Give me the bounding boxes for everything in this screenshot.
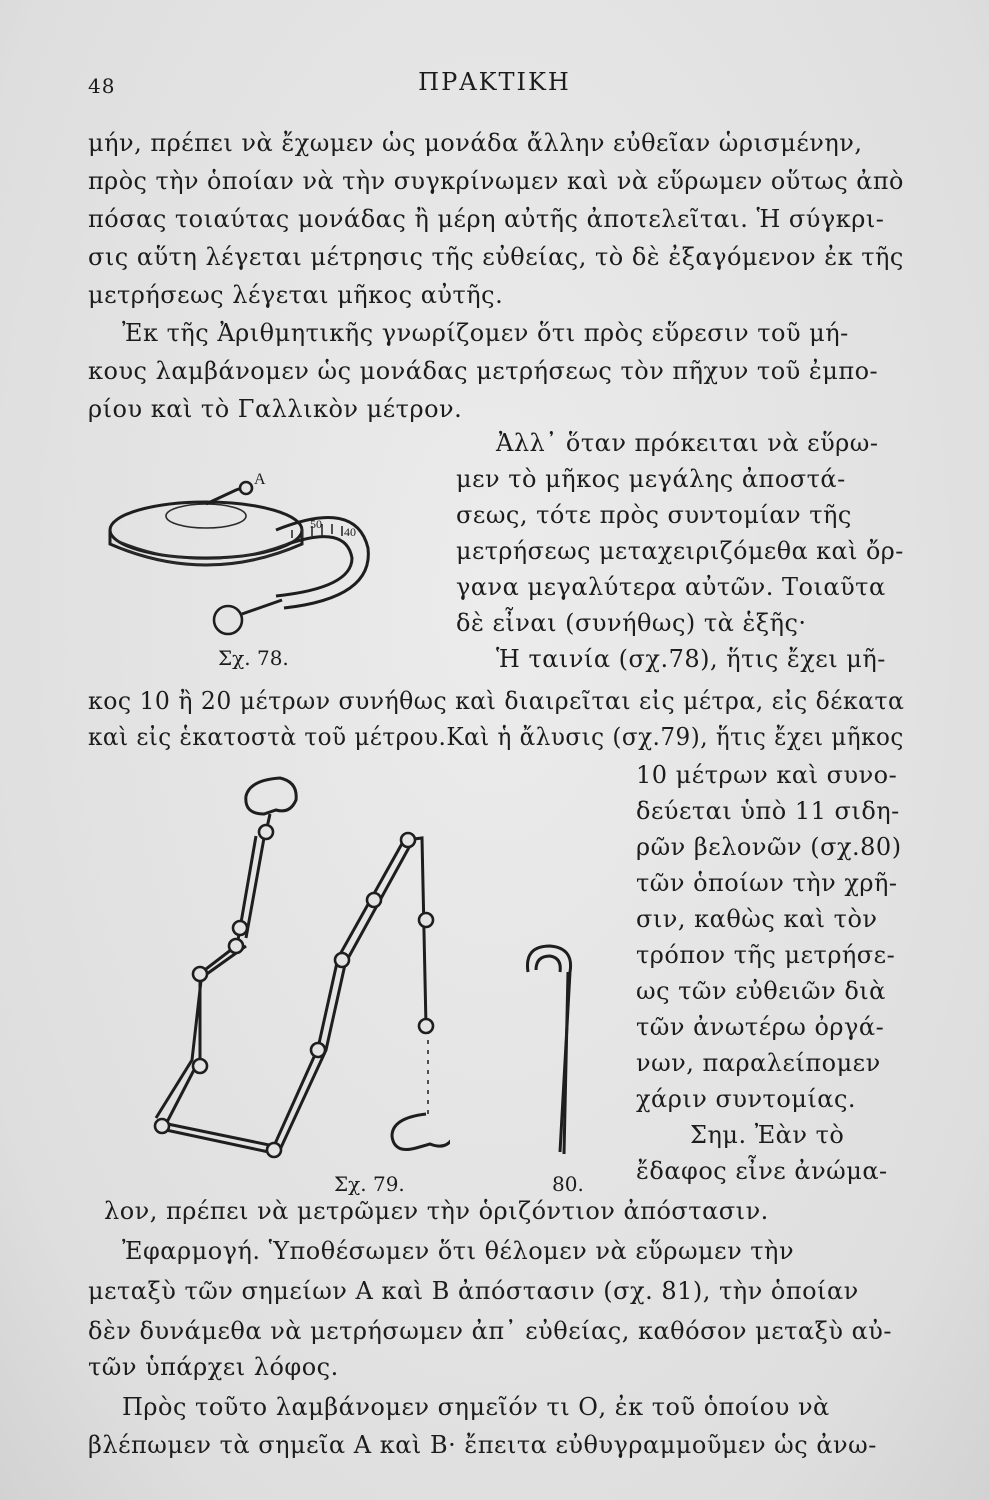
text-line: λον, πρέπει νὰ μετρῶμεν τὴν ὁριζόντιον ἀπόστασιν. (104, 1197, 769, 1225)
figure-79-measuring-chain (130, 770, 450, 1170)
text-line: μεν τὸ μῆκος μεγάλης ἀποστά- (456, 465, 846, 493)
page-number: 48 (88, 74, 116, 98)
text-line: ρίου καὶ τὸ Γαλλικὸν μέτρον. (88, 395, 463, 423)
figure-79-caption: Σχ. 79. (334, 1172, 405, 1196)
measuring-tape-illustration (96, 458, 396, 658)
text-line: τῶν ὑπάρχει λόφος. (88, 1353, 339, 1381)
running-title: ΠΡΑΚΤΙΚΗ (418, 68, 571, 96)
figure-78-caption: Σχ. 78. (218, 646, 289, 670)
text-line: μετρήσεως μεταχειριζόμεθα καὶ ὄρ- (456, 537, 904, 565)
figure-78-measuring-tape (96, 458, 396, 658)
text-line: δεύεται ὑπὸ 11 σιδη- (636, 797, 900, 825)
text-line: τῶν ἀνωτέρω ὀργά- (636, 1013, 885, 1041)
text-line: βλέπωμεν τὰ σημεῖα Α καὶ Β· ἔπειτα εὐθυγραμμοῦμεν ὡς ἀνω- (88, 1431, 877, 1459)
text-line: τῶν ὁποίων τὴν χρῆ- (636, 869, 898, 897)
tape-scale-40: 40 (344, 525, 356, 539)
text-line: Ἀλλ᾽ ὅταν πρόκειται νὰ εὕρω- (496, 429, 879, 457)
text-line: πόσας τοιαύτας μονάδας ἢ μέρη αὐτῆς ἀποτελεῖται. Ἡ σύγκρι- (88, 205, 885, 233)
text-line: ρῶν βελονῶν (σχ.80) (636, 833, 902, 861)
note-line: Σημ. Ἐὰν τὸ (690, 1121, 845, 1149)
application-line: Ἐφαρμογή. Ὑποθέσωμεν ὅτι θέλομεν νὰ εὕρωμεν τὴν (122, 1237, 795, 1265)
text-line: γανα μεγαλύτερα αὐτῶν. Τοιαῦτα (456, 573, 886, 601)
text-line: μήν, πρέπει νὰ ἔχωμεν ὡς μονάδα ἄλλην εὐθεῖαν ὡρισμένην, (88, 129, 863, 157)
running-head (0, 60, 989, 100)
text-line: πρὸς τὴν ὁποίαν νὰ τὴν συγκρίνωμεν καὶ νὰ εὕρωμεν οὕτως ἀπὸ (88, 167, 904, 195)
text-line: δὲν δυνάμεθα νὰ μετρήσωμεν ἀπ᾽ εὐθείας, καθόσον μεταξὺ αὐ- (88, 1317, 892, 1345)
text-line: ἔδαφος εἶνε ἀνώμα- (636, 1157, 888, 1185)
text-line: δὲ εἶναι (συνήθως) τὰ ἑξῆς· (456, 609, 807, 637)
text-line: μετρήσεως λέγεται μῆκος αὐτῆς. (88, 281, 504, 309)
text-line: κους λαμβάνομεν ὡς μονάδας μετρήσεως τὸν πῆχυν τοῦ ἐμπο- (88, 357, 879, 385)
text-line: σιν, καθὼς καὶ τὸν (636, 905, 878, 933)
text-line: μεταξὺ τῶν σημείων Α καὶ Β ἀπόστασιν (σχ. 81), τὴν ὁποίαν (88, 1277, 859, 1305)
figure-80-arrow-pin (520, 940, 590, 1160)
tape-scale-50: 50 (310, 517, 322, 531)
text-line: Ἐκ τῆς Ἀριθμητικῆς γνωρίζομεν ὅτι πρὸς εὕρεσιν τοῦ μή- (122, 319, 849, 347)
text-line: νων, παραλείπομεν (636, 1049, 881, 1077)
text-line: Ἡ ταινία (σχ.78), ἥτις ἔχει μῆ- (496, 645, 886, 673)
text-line: χάριν συντομίας. (636, 1085, 857, 1113)
text-line: καὶ εἰς ἑκατοστὰ τοῦ μέτρου.Καὶ ἡ ἄλυσις (σχ.79), ἥτις ἔχει μῆκος (88, 723, 904, 751)
text-line: σις αὕτη λέγεται μέτρησις τῆς εὐθείας, τὸ δὲ ἐξαγόμενον ἐκ τῆς (88, 243, 904, 271)
measuring-chain-illustration (130, 770, 450, 1170)
arrow-pin-illustration (520, 940, 590, 1160)
text-line: κος 10 ἢ 20 μέτρων συνήθως καὶ διαιρεῖται εἰς μέτρα, εἰς δέκατα (88, 687, 905, 715)
text-line: ως τῶν εὐθειῶν διὰ (636, 977, 886, 1005)
text-line: 10 μέτρων καὶ συνο- (636, 761, 898, 789)
text-line: σεως, τότε πρὸς συντομίαν τῆς (456, 501, 852, 529)
figure-80-caption: 80. (552, 1172, 584, 1196)
tape-label-a: A (254, 471, 266, 488)
text-line: τρόπον τῆς μετρήσε- (636, 941, 896, 969)
text-line: Πρὸς τοῦτο λαμβάνομεν σημεῖόν τι Ο, ἐκ τοῦ ὁποίου νὰ (122, 1393, 830, 1421)
